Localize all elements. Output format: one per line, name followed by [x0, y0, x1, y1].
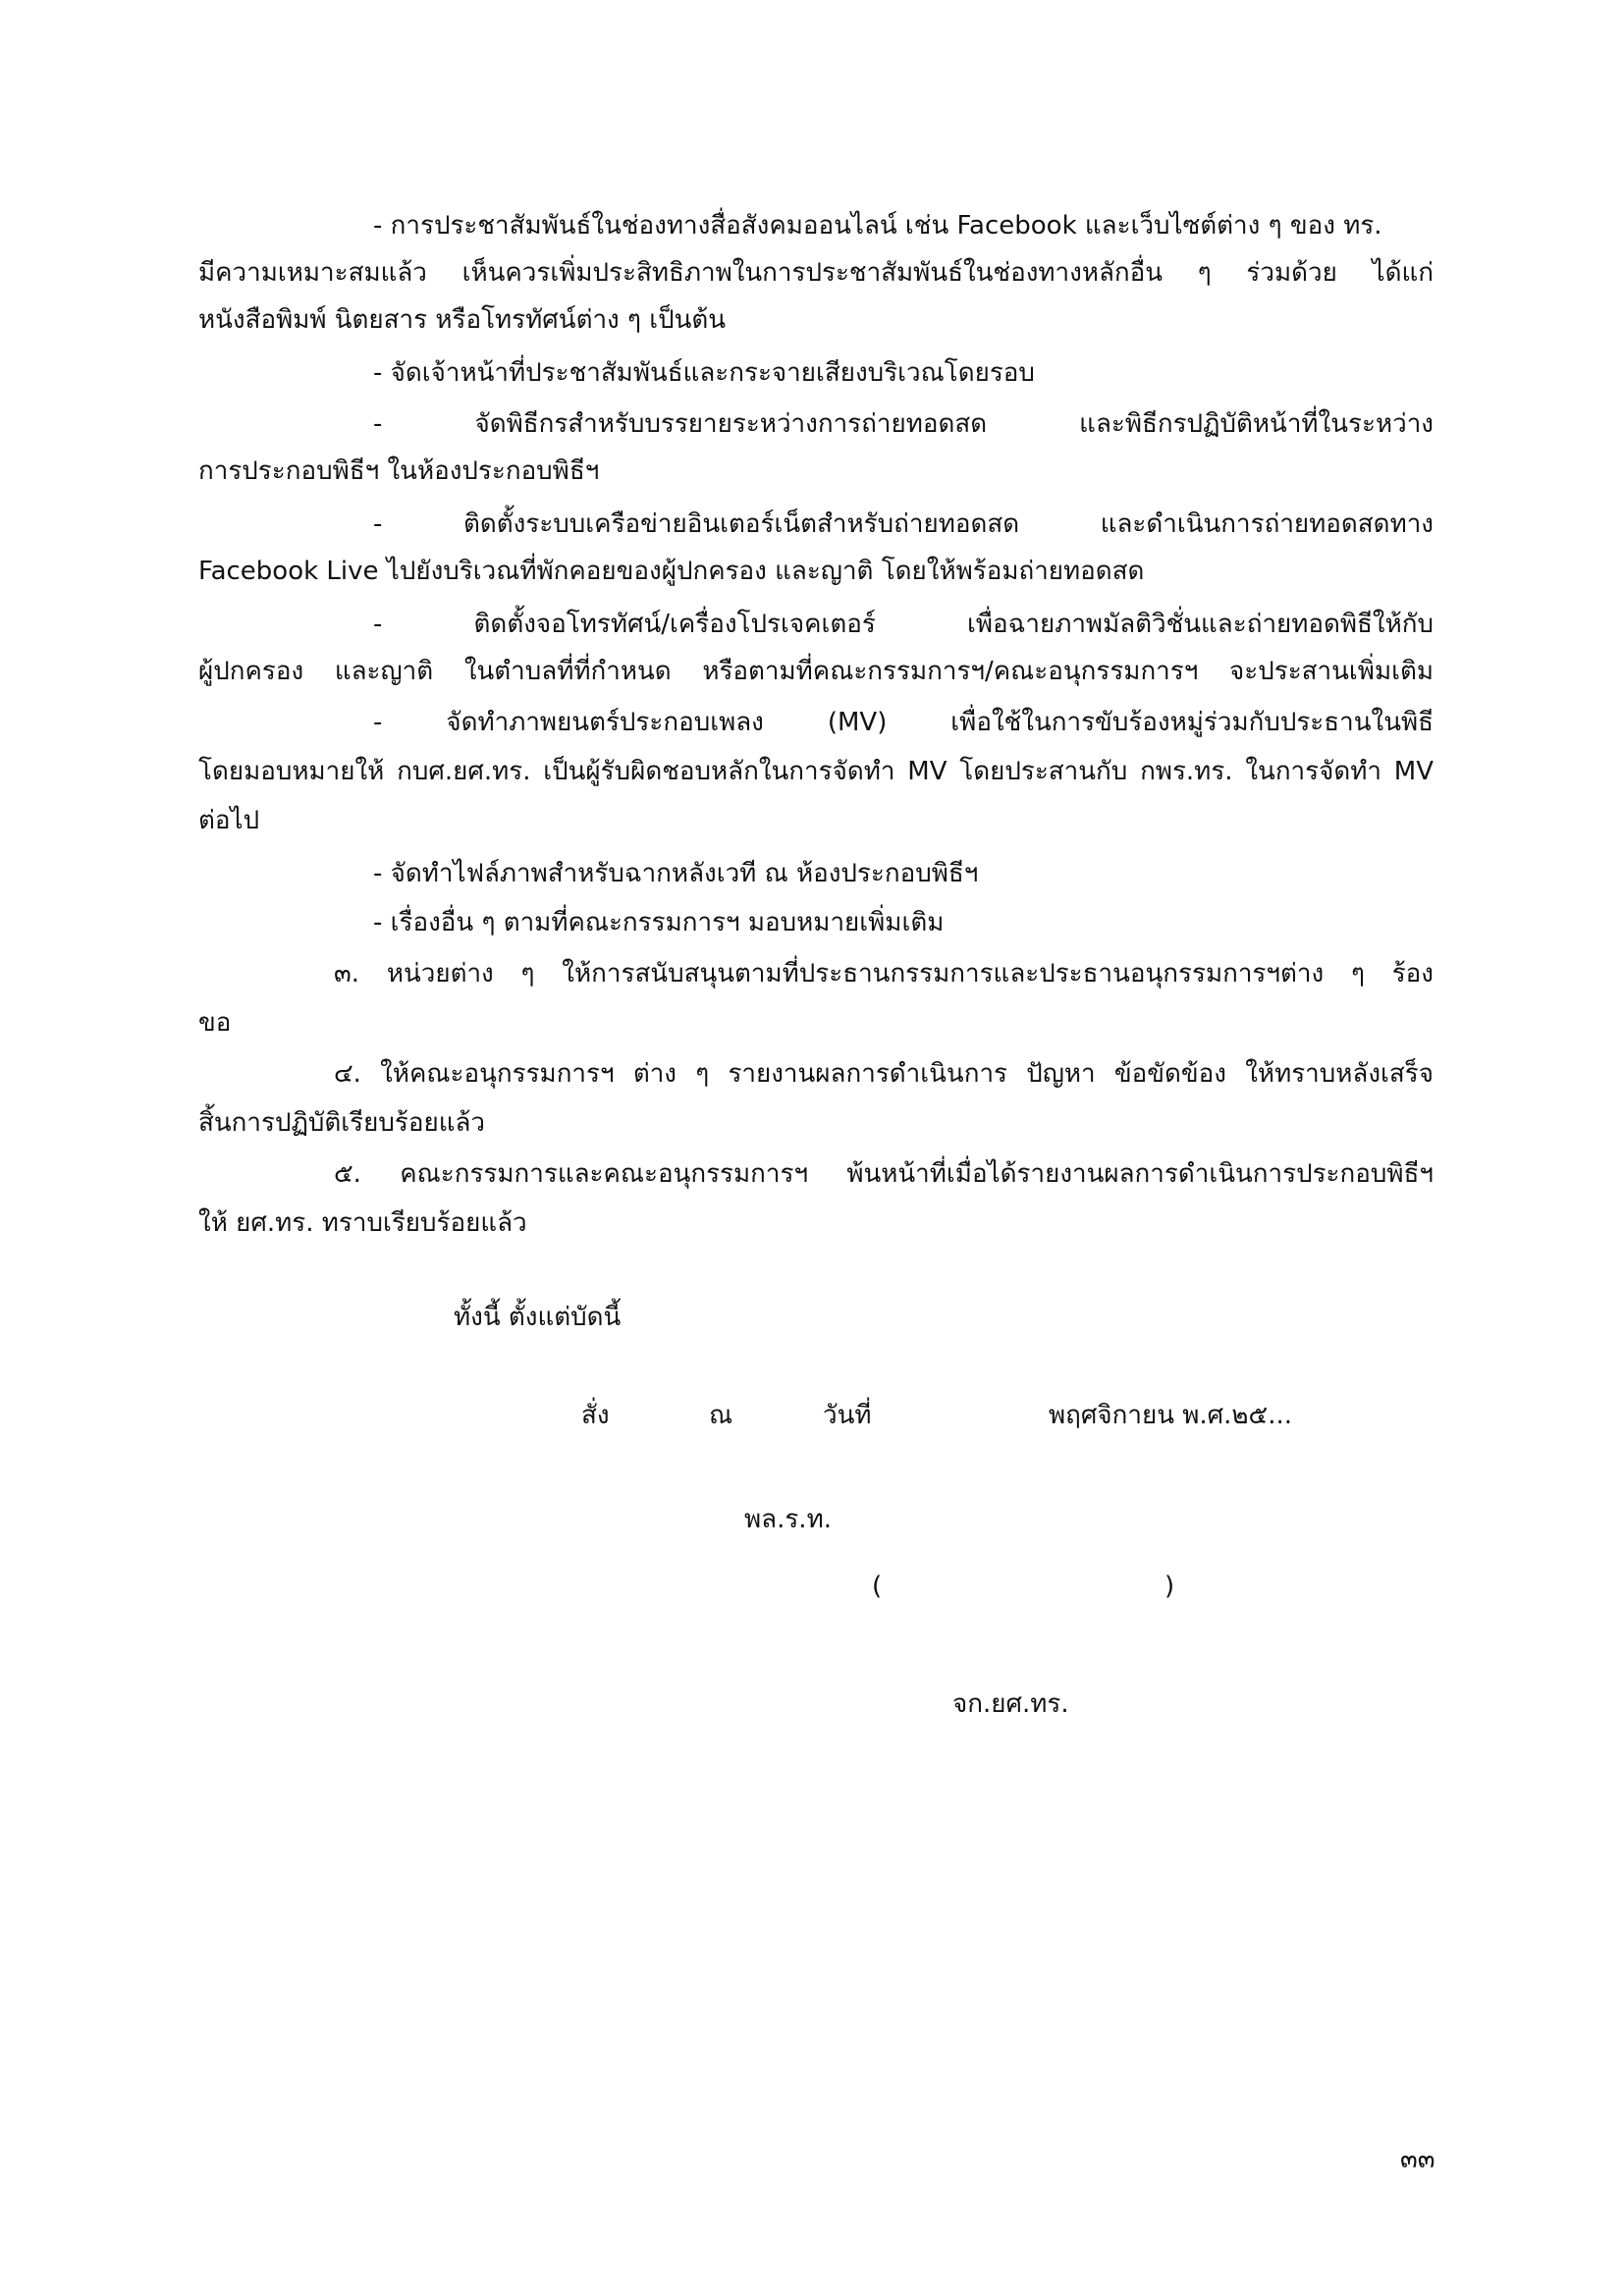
- signer-name-paren-close: ): [1164, 1572, 1175, 1601]
- body-line: ต่อไป: [198, 806, 260, 835]
- signer-position: จก.ยศ.ทร.: [952, 1689, 1069, 1719]
- body-line: - ติดตั้งจอโทรทัศน์/เครื่องโปรเจคเตอร์ เพื่อฉายภาพมัลติวิชั่นและถ่ายทอดพิธีให้กับ: [373, 610, 1434, 639]
- body-line: สิ้นการปฏิบัติเรียบร้อยแล้ว: [198, 1108, 485, 1138]
- date-word: วันที่: [823, 1401, 872, 1430]
- body-line: ผู้ปกครอง และญาติ ในตำบลที่ที่กำหนด หรือตามที่คณะกรรมการฯ/คณะอนุกรรมการฯ จะประสานเพิ่มเติม: [198, 657, 1434, 686]
- body-line: - จัดพิธีกรสำหรับบรรยายระหว่างการถ่ายทอดสด และพิธีกรปฏิบัติหน้าที่ในระหว่าง: [373, 409, 1434, 439]
- body-line: การประกอบพิธีฯ ในห้องประกอบพิธีฯ: [198, 456, 600, 486]
- month-year: พฤศจิกายน พ.ศ.๒๕...: [1049, 1401, 1293, 1430]
- body-line: - การประชาสัมพันธ์ในช่องทางสื่อสังคมออนไลน์ เช่น Facebook และเว็บไซต์ต่าง ๆ ของ ทร.: [373, 211, 1382, 240]
- at-word: ณ: [709, 1401, 733, 1430]
- body-line: ขอ: [198, 1008, 232, 1038]
- body-line: ๔. ให้คณะอนุกรรมการฯ ต่าง ๆ รายงานผลการดำเนินการ ปัญหา ข้อขัดข้อง ให้ทราบหลังเสร็จ: [334, 1059, 1434, 1089]
- body-line: - จัดทำภาพยนตร์ประกอบเพลง (MV) เพื่อใช้ในการขับร้องหมู่ร่วมกับประธานในพิธี: [373, 708, 1434, 737]
- body-line: โดยมอบหมายให้ กบศ.ยศ.ทร. เป็นผู้รับผิดชอบหลักในการจัดทำ MV โดยประสานกับ กพร.ทร. ในการจัดทำ MV: [198, 757, 1434, 786]
- body-line: Facebook Live ไปยังบริเวณที่พักคอยของผู้ปกครอง และญาติ โดยให้พร้อมถ่ายทอดสด: [198, 557, 1145, 586]
- body-line: ๕. คณะกรรมการและคณะอนุกรรมการฯ พ้นหน้าที่เมื่อได้รายงานผลการดำเนินการประกอบพิธีฯ: [334, 1159, 1434, 1189]
- body-line: หนังสือพิมพ์ นิตยสาร หรือโทรทัศน์ต่าง ๆ เป็นต้น: [198, 305, 727, 335]
- body-line: มีความเหมาะสมแล้ว เห็นควรเพิ่มประสิทธิภาพในการประชาสัมพันธ์ในช่องทางหลักอื่น ๆ ร่วมด้วย ได้แก่: [198, 258, 1434, 288]
- body-line: ๓. หน่วยต่าง ๆ ให้การสนับสนุนตามที่ประธานกรรมการและประธานอนุกรรมการฯต่าง ๆ ร้อง: [334, 959, 1434, 988]
- order-word: สั่ง: [581, 1401, 610, 1430]
- page-number: ๓๓: [1400, 2145, 1435, 2174]
- effective-date-line: ทั้งนี้ ตั้งแต่บัดนี้: [454, 1303, 622, 1332]
- body-line: - ติดตั้งระบบเครือข่ายอินเตอร์เน็ตสำหรับถ่ายทอดสด และดำเนินการถ่ายทอดสดทาง: [373, 509, 1434, 539]
- body-line: - จัดทำไฟล์ภาพสำหรับฉากหลังเวที ณ ห้องประกอบพิธีฯ: [373, 859, 979, 888]
- body-line: ให้ ยศ.ทร. ทราบเรียบร้อยแล้ว: [198, 1208, 527, 1238]
- signer-name-paren-open: (: [872, 1572, 883, 1601]
- body-line: - เรื่องอื่น ๆ ตามที่คณะกรรมการฯ มอบหมายเพิ่มเติม: [373, 908, 945, 937]
- signer-rank: พล.ร.ท.: [744, 1505, 832, 1534]
- body-line: - จัดเจ้าหน้าที่ประชาสัมพันธ์และกระจายเสียงบริเวณโดยรอบ: [373, 358, 1035, 388]
